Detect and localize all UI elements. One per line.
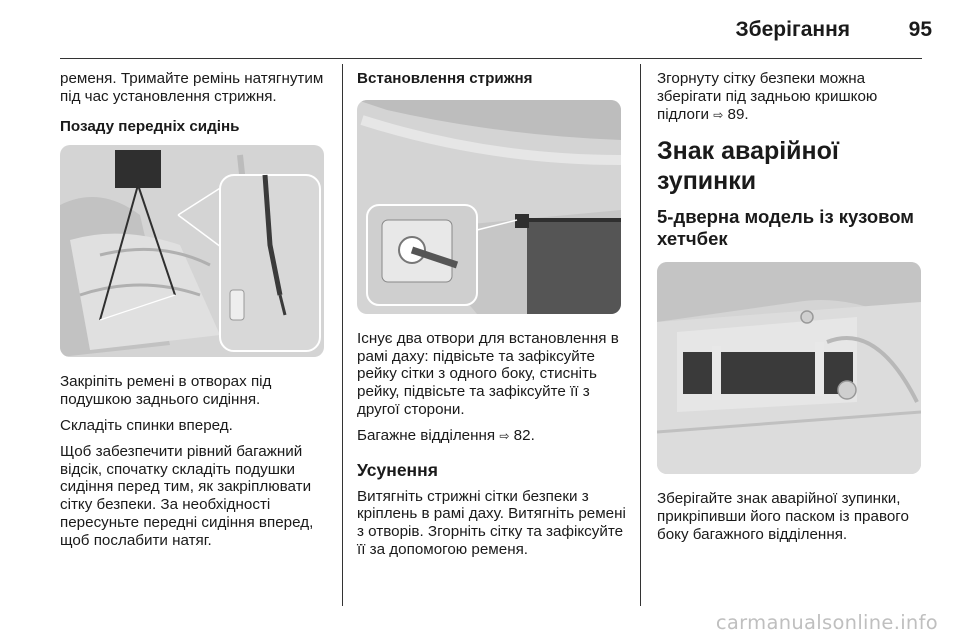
para-removal: Витягніть стрижні сітки безпеки з кріплень в рамі даху. Витягніть ремені з отворів. Згорніть сітку та зафіксуйте її за допомогою ременя. [357,487,626,558]
subheading-behind-front-seats: Позаду передніх сидінь [60,117,240,135]
intro-paragraph: ременя. Тримайте ремінь натягнутим під час установлення стрижня. [60,70,324,105]
subheading-hatchback: 5-дверна модель із кузовом хетчбек [657,206,914,250]
removal-title: Усунення [357,459,438,480]
para-store-net [657,70,927,124]
header-rule [60,58,922,59]
column-divider-1 [342,64,343,606]
para-install-rod: Існує два отвори для встановлення в рамі даху: підвісьте та зафіксуйте рейку сітки з одного боку, стисніть рейку, підвісьте та зафіксуйте її з другої сторони. [357,329,619,418]
figure-net-straps-behind-seats [60,145,324,357]
reference-arrow-icon: ⇨ [499,428,510,443]
reference-arrow-icon: ⇨ [713,107,724,122]
ref-text: Багажне відділення [357,426,496,444]
para-ref-luggage [357,427,627,446]
para-store-triangle: Зберігайте знак аварійної зупинки, прикріпивши його паском із правого боку багажного відділення. [657,490,909,543]
watermark: carmanualsonline.info [715,611,938,634]
page-number: 95 [908,18,932,41]
figure-roof-frame-mount [357,100,621,314]
subheading-installing-rod: Встановлення стрижня [357,70,533,87]
ref-page-link[interactable]: 82. [513,426,535,444]
heading-warning-triangle: Знак аварійної зупинки [657,137,839,196]
right-column [657,70,927,552]
store-net-text: Згорнуту сітку безпеки можна зберігати під задньою кришкою підлоги [657,70,878,123]
section-title: Зберігання [735,18,850,41]
para-level-floor: Щоб забезпечити рівний багажний відсік, спочатку складіть подушки сидіння перед тим, як закріплювати сітку безпеки. За необхідності пересуньте передні сидіння вперед, щоб послабити натяг. [60,442,314,549]
para-fasten-straps: Закріпіть ремені в отворах під подушкою заднього сидіння. [60,373,272,409]
para-fold-seatbacks: Складіть спинки вперед. [60,416,233,434]
column-divider-2 [640,64,641,606]
figure-warning-triangle-storage [657,262,921,474]
middle-column [357,70,627,567]
ref-page-link[interactable]: 89. [727,105,749,123]
left-column [60,70,328,558]
